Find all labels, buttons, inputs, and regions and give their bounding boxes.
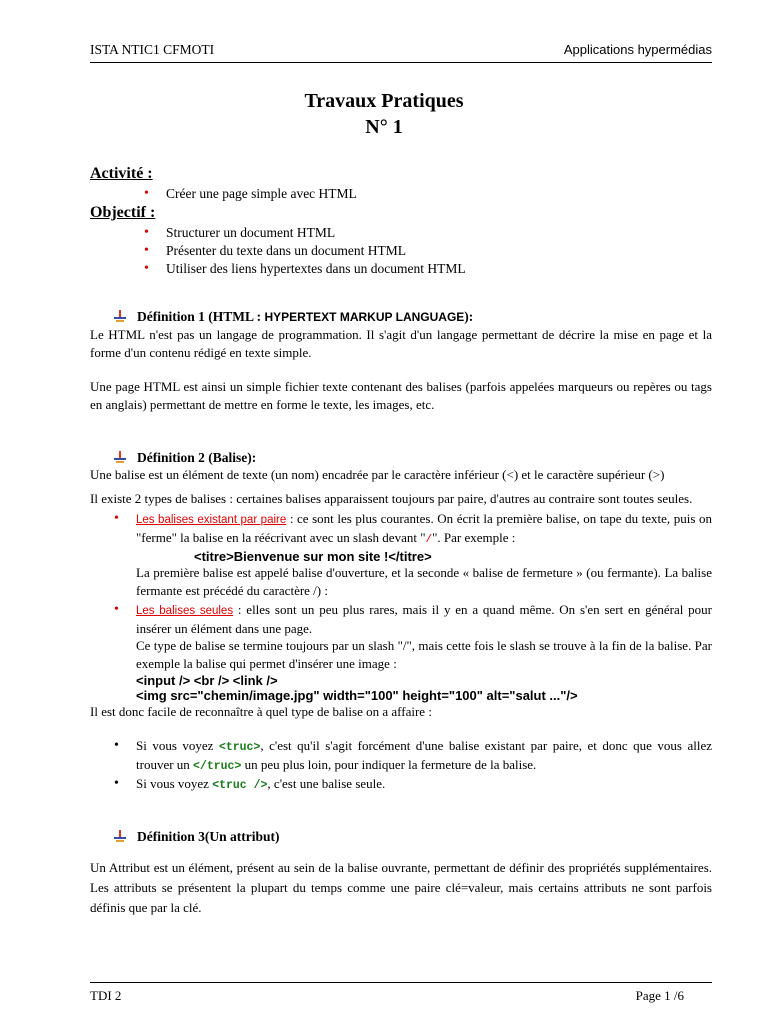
definition-3-paragraph: Un Attribut est un élément, présent au sein de la balise ouvrante, permettant de définir des propriétés supplémentaires. Les attributs se présentent la plupart du temps comme une paire clé=valeur, mais certains attributs ne sont parfois définis que par la clé. xyxy=(90,860,712,915)
bullet-arrow-icon xyxy=(114,830,126,843)
page-number: Page 1 /6 xyxy=(635,988,684,1003)
definition-2-paragraph-2: Il existe 2 types de balises : certaines balises apparaissent toujours par paire, d'autres au contraire sont toutes seules. xyxy=(90,491,693,506)
list-item: • Créer une page simple avec HTML xyxy=(166,185,712,203)
activite-section xyxy=(90,165,712,203)
definition-2-paragraph-1: Une balise est un élément de texte (un nom) encadrée par le caractère inférieur (<) et le caractère supérieur (>) xyxy=(90,467,665,482)
definition-1-paragraph-1: Le HTML n'est pas un langage de programmation. Il s'agit d'un langage permettant de décrire la mise en page et la forme d'un contenu rédigé en texte simple. xyxy=(90,327,712,360)
bullet-icon: • xyxy=(114,511,119,526)
code-example-1: <input /> <br /> <link /> xyxy=(136,673,278,688)
definition-1-paragraph-2: Une page HTML est ainsi un simple fichier texte contenant des balises (parfois appelées marqueurs ou repères ou tags en anglais) permettant de mettre en forme le texte, les images, etc. xyxy=(90,379,712,412)
bullet-icon: • xyxy=(114,738,119,753)
bullet-icon: • xyxy=(114,602,119,617)
header-left: ISTA NTIC1 CFMOTI xyxy=(90,42,215,57)
objectif-heading: Objectif : xyxy=(90,204,156,221)
balise-ouverture-paragraph: La première balise est appelé balise d'ouverture, et la seconde « balise de fermeture » (ou fermante). La balise fermante est précédé du caractère /) : xyxy=(136,565,712,598)
objectif-list xyxy=(90,224,712,278)
definition-3-title: Définition 3(Un attribut) xyxy=(90,828,712,845)
balise-seule-paragraph: Ce type de balise se termine toujours par un slash "/", mais cette fois le slash se trouve à la fin de la balise. Par exemple la balise qui permet d'insérer une image : xyxy=(136,638,712,671)
page-title xyxy=(0,88,768,140)
list-item: • Présenter du texte dans un document HTML xyxy=(166,242,712,260)
definition-2-title: Définition 2 (Balise): xyxy=(90,449,712,466)
balise-type-paire: • Les balises existant par paire : ce sont les plus courantes. On écrit la première balise, on tape du texte, puis on "ferme" la balise en la réécrivant avec un slash devant "/". Par exemple : <titre>Bienvenue sur mon site !</titre> xyxy=(114,511,712,564)
balise-type-seule: • Les balises seules : elles sont un peu plus rares, mais il y en a quand même. On s'en sert en général pour insérer un élément dans une page. xyxy=(114,602,712,636)
html-acronym-expansion: HYPERTEXT MARKUP LANGUAGE xyxy=(264,310,465,324)
activite-heading: Activité : xyxy=(90,165,153,182)
list-item: • Utiliser des liens hypertextes dans un document HTML xyxy=(166,260,712,278)
conclusion-paragraph: Il est donc facile de reconnaître à quel type de balise on a affaire : xyxy=(90,704,432,719)
page-footer xyxy=(90,982,712,1004)
bullet-icon: • xyxy=(114,776,119,791)
code-example-titre: <titre>Bienvenue sur mon site !</titre> xyxy=(194,549,432,564)
list-item: • Structurer un document HTML xyxy=(166,224,712,242)
code-example-2: <img src="chemin/image.jpg" width="100" height="100" alt="salut ..."/> xyxy=(136,688,578,703)
page-header xyxy=(90,42,712,63)
conclusion-item-2: • Si vous voyez <truc />, c'est une balise seule. xyxy=(114,776,386,792)
definition-1 xyxy=(90,308,712,414)
title-line-2: N° 1 xyxy=(365,116,403,138)
activite-list xyxy=(90,185,712,203)
balises-paire-label: Les balises existant par paire xyxy=(136,514,287,526)
footer-left: TDI 2 xyxy=(90,988,122,1003)
definition-3 xyxy=(90,828,712,918)
bullet-arrow-icon xyxy=(114,451,126,464)
title-line-1: Travaux Pratiques xyxy=(304,90,464,112)
balises-seules-label: Les balises seules xyxy=(136,605,234,617)
definition-2 xyxy=(90,449,712,794)
conclusion-item-1: • Si vous voyez <truc>, c'est qu'il s'agit forcément d'une balise existant par paire, et donc que vous allez trouver un </truc> un peu plus loin, pour indiquer la fermeture de la balise. xyxy=(114,738,712,773)
header-right: Applications hypermédias xyxy=(563,42,712,57)
objectif-section xyxy=(90,204,712,278)
definition-1-title: Définition 1 (HTML : HYPERTEXT MARKUP LANGUAGE): xyxy=(90,308,712,326)
bullet-arrow-icon xyxy=(114,310,126,323)
